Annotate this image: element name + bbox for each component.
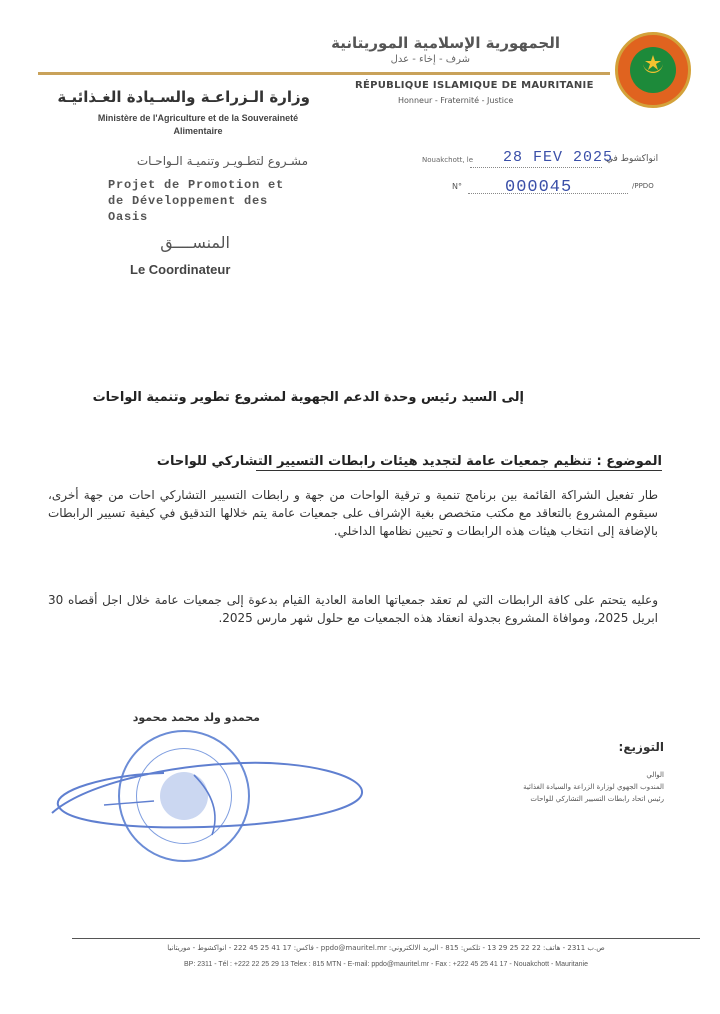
- distribution-title: التوزيع:: [618, 740, 664, 754]
- recipient-line: إلى السيد رئيس وحدة الدعم الجهوية لمشروع تطوير وتنمية الواحات: [92, 390, 524, 405]
- distribution-line: رئيس اتحاد رابطات التسيير التشاركي للواحات: [530, 795, 664, 803]
- handwritten-signature: [44, 735, 374, 855]
- letter-number: 000045: [505, 178, 573, 197]
- national-emblem: [615, 32, 691, 108]
- project-name-fr: Projet de Promotion et de Développement des Oasis: [108, 178, 285, 224]
- place-label: Nouakchott, le: [422, 156, 474, 164]
- number-label: N°: [452, 182, 462, 191]
- footer-contact-fr: BP: 2311 - Tél : +222 22 25 29 13 Telex : 815 MTN - E-mail: ppdo@mauritel.mr - Fax : +222 45 25 41 17 - Nouakchott - Mauritanie: [184, 961, 588, 968]
- subject-underline: [256, 470, 662, 471]
- republic-name-ar: الجمهورية الإسلامية الموريتانية: [331, 34, 560, 52]
- place-label-ar: انواكشوط في: [606, 154, 659, 164]
- ministry-name-ar: وزارة الـزراعـة والسـيادة الغـذائيـة: [57, 88, 310, 106]
- signer-name: محمدو ولد محمد محمود: [132, 711, 260, 724]
- subject-line: الموضوع : تنظيم جمعيات عامة لتجديد هيئات رابطات التسيير التشاركي للواحات: [156, 454, 662, 469]
- distribution-line: المندوب الجهوي لوزارة الزراعة والسيادة الغذائية: [523, 783, 664, 791]
- letter-date: 28 FEV 2025: [503, 149, 614, 166]
- date-dotted-line: [470, 167, 602, 168]
- ministry-name-fr: Ministère de l'Agriculture et de la Souveraineté Alimentaire: [97, 113, 299, 136]
- coordinator-title-ar: المنســــق: [160, 233, 230, 252]
- republic-name-fr: RÉPUBLIQUE ISLAMIQUE DE MAURITANIE: [355, 80, 594, 91]
- project-name-ar: مشـروع لتطـويـر وتنميـة الـواحـات: [136, 154, 308, 168]
- footer-contact-ar: ص.ب 2311 - هاتف: 22 22 25 29 13 - تلكس: 815 - البريد الالكتروني: ppdo@mauritel.mr - فاكس: 17 41 25 45 222 - انواكشوط - موريتانيا: [167, 944, 605, 952]
- motto-fr: Honneur - Fraternité - Justice: [398, 96, 514, 105]
- footer-divider: [72, 938, 700, 939]
- body-paragraph-1: طار تفعيل الشراكة القائمة بين برنامج تنمية و ترقية الواحات من جهة و رابطات التسيير التشاركي احات من جهة أخرى، سيقوم المشروع بالتعاقد مع مكتب متخصص بغية الإشراف على جمعيات عامة يتم خلالها التدقيق في كيفية تسيير الرابطات بالإضافة إلى انتخاب هيئات هذه الرابطات و تحيين نظامها الداخلي.: [48, 488, 658, 538]
- header-divider: [38, 72, 610, 75]
- number-suffix: /PPDO: [632, 182, 654, 190]
- distribution-line: الوالي: [646, 771, 664, 779]
- star-crescent-icon: [640, 53, 666, 79]
- coordinator-title-fr: Le Coordinateur: [130, 262, 231, 277]
- body-paragraph-2: وعليه يتحتم على كافة الرابطات التي لم تعقد جمعياتها العامة العادية القيام بدعوة إلى جمعيات عامة خلال اجل أقصاه 30 ابريل 2025، وموافاة المشروع بجدولة انعقاد هذه الجمعيات مع حلول شهر مارس 2025.: [48, 593, 658, 625]
- motto-ar: شرف - إخاء - عدل: [390, 54, 470, 65]
